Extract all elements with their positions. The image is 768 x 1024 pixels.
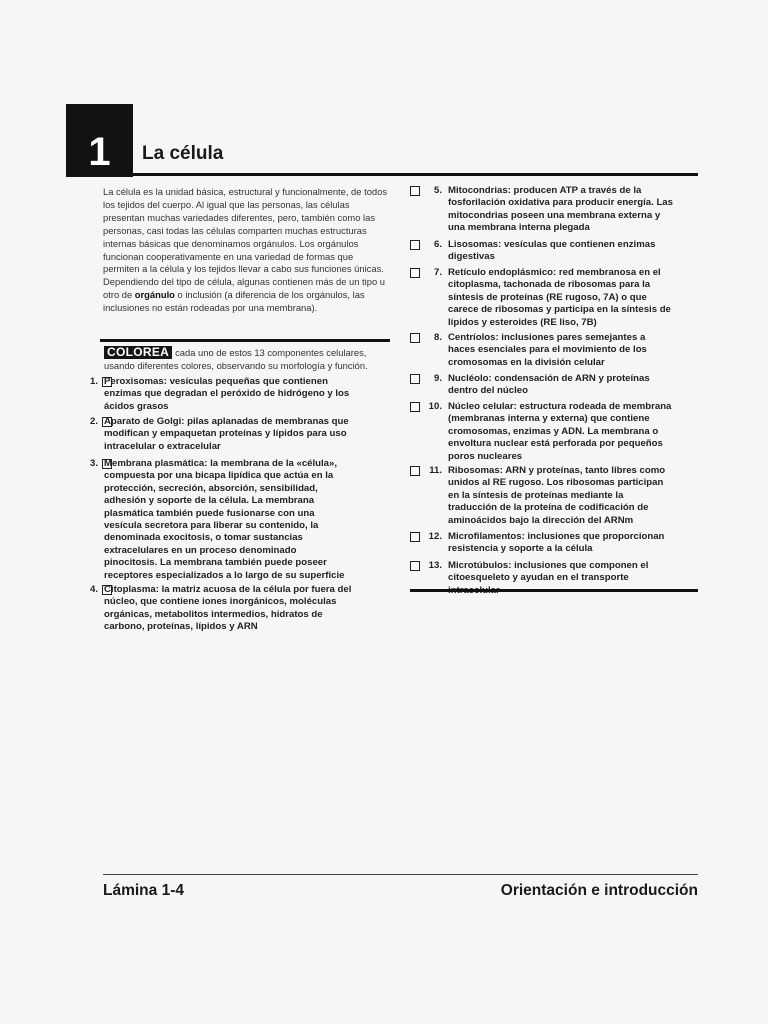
colorea-text: cada uno de estos 13 componentes celulares, usando diferentes colores, observando su morfología y función. — [104, 347, 368, 371]
item-6-text: 6. Lisosomas: vesículas que contienen enzimas digestivas — [433, 239, 656, 263]
chapter-number-block — [66, 104, 133, 177]
title-divider — [133, 173, 698, 176]
checkbox-5[interactable] — [410, 186, 420, 196]
section-label: Orientación e introducción — [500, 882, 698, 899]
colorea-instruction — [104, 346, 394, 372]
intro-bold-term: orgánulo — [134, 289, 175, 301]
list-end-divider — [410, 589, 698, 592]
intro-text-start: La célula es la unidad básica, estructural y funcionalmente, de todos los tejidos del cuerpo. Al igual que las personas, las células presentan muchas variedades diferentes, pero, también como las personas, casi todas las células comparten muchas estructuras internas básicas que denominamos orgánulos. Los orgánulos funcionan cooperativamente en una variedad de formas que permiten a la célula y los tejidos llevar a cabo sus funciones únicas. Dependiendo del tipo de célula, algunas contienen más de un tipo u otro de — [103, 186, 388, 301]
checkbox-6[interactable] — [410, 240, 420, 250]
item-1-text: 1. Peroxisomas: vesículas pequeñas que contienen enzimas que degradan el peróxido de hidrógeno y los ácidos grasos — [89, 376, 350, 412]
checkbox-7[interactable] — [410, 268, 420, 278]
item-10-text: 10. Núcleo celular: estructura rodeada de membrana (membranas interna y externa) que contiene cromosomas, enzimas y ADN. La membrana o envoltura nuclear está perforada por pequeños poros nucleares — [428, 401, 672, 462]
plate-label: Lámina 1-4 — [103, 882, 184, 899]
item-11-text: 11. Ribosomas: ARN y proteínas, tanto libres como unidos al RE rugoso. Los ribosomas participan en la síntesis de proteínas mediante la traducción de la proteína de codificación de aminoácidos bajo la dirección del ARNm — [429, 465, 666, 526]
intro-paragraph — [103, 186, 391, 315]
checkbox-13[interactable] — [410, 561, 420, 571]
item-4-text: 4. Citoplasma: la matriz acuosa de la célula por fuera del núcleo, que contiene iones inorgánicos, moléculas orgánicas, metabolitos intermedios, hidratos de carbono, proteínas, lípidos y ARN — [89, 584, 352, 633]
item-5-text: 5. Mitocondrias: producen ATP a través de la fosforilación oxidativa para producir energía. Las mitocondrias poseen una membrana externa y una membrana interna plegada — [433, 185, 673, 234]
chapter-number: 1 — [88, 130, 111, 174]
item-12-text: 12. Microfilamentos: inclusiones que proporcionan resistencia y soporte a la célula — [428, 531, 665, 555]
checkbox-8[interactable] — [410, 333, 420, 343]
item-13-text: 13. Microtúbulos: inclusiones que componen el citoesqueleto y ayudan en el transporte — [428, 560, 649, 584]
item-7-text: 7. Retículo endoplásmico: red membranosa en el citoplasma, tachonada de ribosomas para la síntesis de proteínas (RE rugoso, 7A) o que carece de ribosomas y participa en la síntesis de lípidos y esteroides (RE liso, 7B) — [433, 267, 671, 328]
colorea-tag: COLOREA — [104, 346, 172, 359]
checkbox-12[interactable] — [410, 532, 420, 542]
checkbox-11[interactable] — [410, 466, 420, 476]
colorea-divider — [100, 339, 390, 342]
item-2-text: 2. Aparato de Golgi: pilas aplanadas de membranas que modifican y empaquetan proteínas y lípidos para uso intracelular o extracelular — [89, 416, 349, 452]
checkbox-9[interactable] — [410, 374, 420, 384]
item-8-text: 8. Centríolos: inclusiones pares semejantes a haces esenciales para el movimiento de los cromosomas en la división celular — [433, 332, 647, 368]
checkbox-10[interactable] — [410, 402, 420, 412]
item-3-text: 3. Membrana plasmática: la membrana de la «célula», compuesta por una bicapa lipídica que actúa en la protección, secreción, absorción, sensibilidad, adhesión y soporte de la célula. La membrana plasmática también puede fusionarse con una vesícula secretora para liberar su contenido, la denominada exocitosis, o tomar sustancias extracelulares en un proceso denominado pinocitosis. La membrana también puede poseer receptores especializados a lo largo de su superficie — [89, 458, 345, 581]
intro-text-end: o inclusión (a diferencia de los orgánulos, las inclusiones no están rodeadas por una membrana). — [103, 289, 365, 314]
footer-divider — [103, 874, 698, 875]
page-title: La célula — [142, 143, 224, 164]
item-9-text: 9. Nucléolo: condensación de ARN y proteínas dentro del núcleo — [433, 373, 650, 397]
